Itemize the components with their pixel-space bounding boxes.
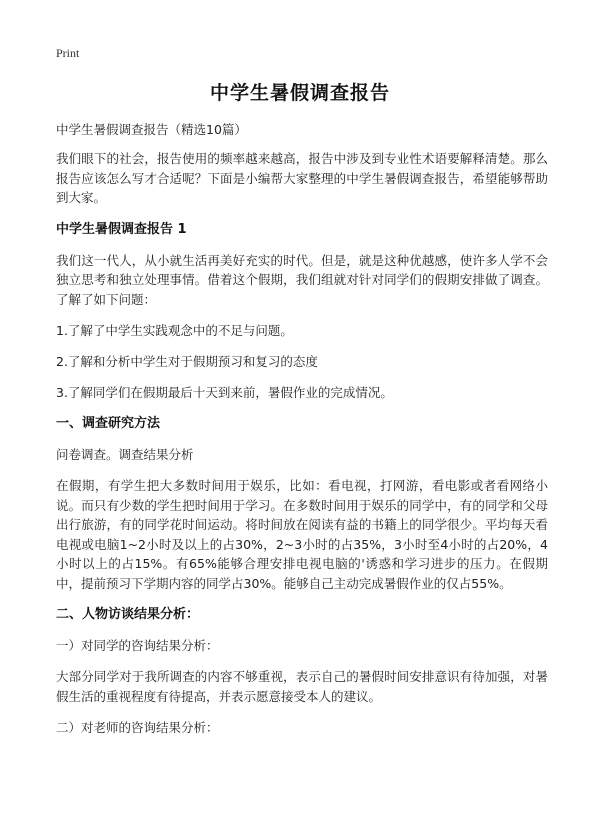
interview-heading: 二、人物访谈结果分析：	[56, 607, 200, 622]
document-title: 中学生暑假调查报告	[209, 82, 390, 104]
method-text: 问卷调查。调查结果分析	[56, 447, 194, 462]
print-label[interactable]: Print	[56, 46, 80, 60]
analysis-paragraph: 在假期，有学生把大多数时间用于娱乐，比如：看电视，打网游，看电影或者看网络小说。而只有少数的学生把时间用于学习。在多数时间用于娱乐的同学中，有的同学和父母出行旅游，有的同学花时间运动。将时间放在阅读有益的书籍上的同学很少。平均每天看电视或电脑1~2小时及以上的占30%，2~3小时的占35%，3小时至4小时的占20%，4小时以上的占15%。有65%能够合理安排电视电脑的'诱惑和学习进步的压力。在假期中，提前预习下学期内容的同学占30%。能够自己主动完成暑假作业的仅占55%。	[56, 478, 548, 591]
method-heading: 一、调查研究方法	[56, 416, 161, 431]
student-consult-paragraph: 大部分同学对于我所调查的内容不够重视，表示自己的暑假时间安排意识有待加强，对暑假生活的重视程度有待提高，并表示愿意接受本人的建议。	[56, 669, 548, 704]
student-consult-subheading: 一）对同学的咨询结果分析：	[56, 638, 219, 653]
document-subtitle: 中学生暑假调查报告（精选10篇）	[56, 122, 247, 137]
list-item: 1.了解了中学生实践观念中的不足与问题。	[56, 323, 293, 338]
list-item: 3.了解同学们在假期最后十天到来前，暑假作业的完成情况。	[56, 385, 393, 400]
document-body	[56, 120, 548, 749]
teacher-consult-subheading: 二）对老师的咨询结果分析：	[56, 720, 219, 735]
list-item: 2.了解和分析中学生对于假期预习和复习的态度	[56, 354, 318, 369]
section1-heading: 中学生暑假调查报告 1	[56, 221, 187, 237]
section1-paragraph: 我们这一代人，从小就生活再美好充实的时代。但是，就是这种优越感，使许多人学不会独立思考和独立处理事情。借着这个假期，我们组就对针对同学们的假期安排做了调查。了解了如下问题：	[56, 252, 548, 307]
intro-paragraph: 我们眼下的社会，报告使用的频率越来越高，报告中涉及到专业性术语要解释清楚。那么报告应该怎么写才合适呢？下面是小编帮大家整理的中学生暑假调查报告，希望能够帮助到大家。	[56, 151, 548, 205]
